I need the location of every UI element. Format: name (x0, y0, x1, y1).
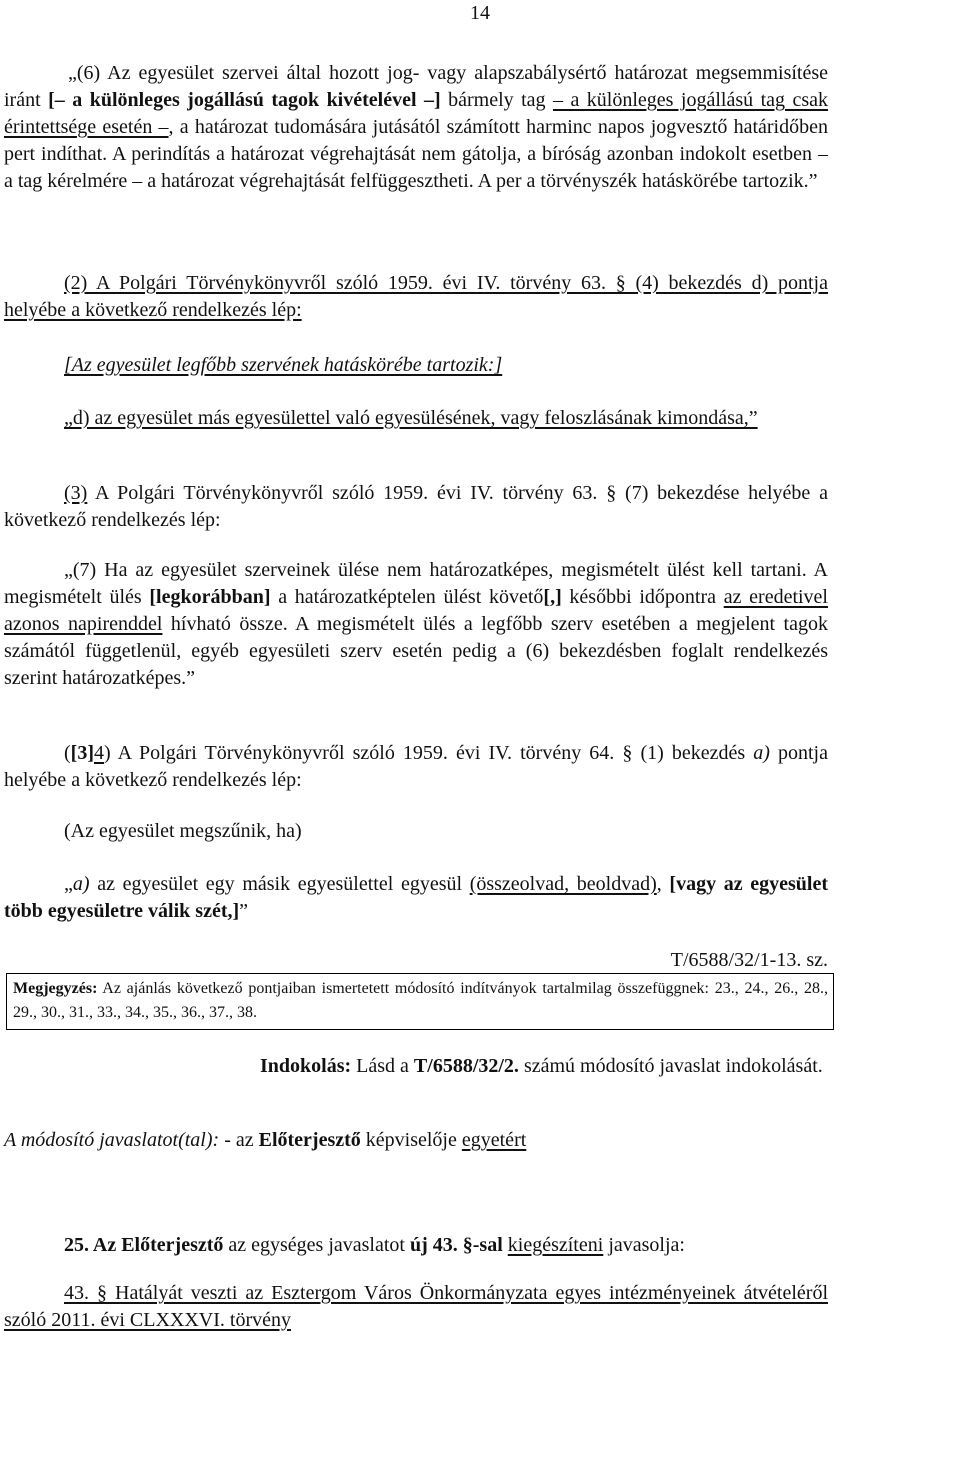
item2-text: (2) A Polgári Törvénykönyvről szóló 1959. évi IV. törvény 63. § (4) bekezdés d) pontja helyébe a következő rendelkezés lép: (4, 272, 828, 321)
deleted-text: [legkorábban] (149, 586, 271, 608)
quote-text: a határozatképtelen ülést követő (270, 586, 544, 608)
indoklas-text: számú módosító javaslat indokolását. (518, 1055, 823, 1077)
item-3 (4, 480, 828, 534)
quote-text: „(7) Ha az egyesület szerveinek ülése nem határozatképes, megismételt ülést kell tartani. A megismételt ülés (4, 559, 828, 608)
item-2 (4, 270, 828, 324)
item4-text: pontja helyébe a következő rendelkezés lép: (4, 742, 828, 791)
para6-text: bármely tag (440, 89, 553, 111)
item4-quote (4, 871, 828, 925)
deleted-text: [,] (543, 586, 562, 608)
modosito-label: A módosító javaslatot(tal): (4, 1129, 220, 1151)
para6-text: „(6) Az egyesület szervei által hozott jog- vagy alapszabálysértő határozat megsemmisítése iránt (4, 62, 828, 111)
item4-point: a) (753, 742, 770, 764)
note-text: Az ajánlás következő pontjaiban ismertetett módosító indítványok tartalmilag összefüggnek: 23., 24., 26., 28., 29., 30., 31., 33., 34., 35., 36., 37., 38. (13, 980, 828, 1021)
deleted-text: [3] (70, 742, 94, 764)
inserted-text: az eredetivel azonos napirenddel (4, 586, 828, 635)
indoklas-label: Indokolás: (260, 1055, 352, 1077)
quote-text: hívható össze. A megismételt ülés a legfőbb szerv esetében a megjelent tagok számától függetlenül, egyéb egyesületi szerv esetén pedig a (6) bekezdésben foglalt rendelkezés szerint határozatképes.” (4, 613, 828, 689)
inserted-text: 4 (94, 742, 104, 764)
modosito-line (4, 1127, 526, 1154)
paragraph-6 (4, 60, 828, 195)
item25-underlined: kiegészíteni (507, 1234, 604, 1256)
item3-number: (3) (64, 482, 88, 504)
item-25 (64, 1232, 685, 1259)
item25-bold: új 43. §-sal (409, 1234, 503, 1256)
quote-point: a) (72, 873, 90, 895)
modosito-verdict: egyetért (461, 1129, 527, 1151)
indoklas-text: Lásd a (351, 1055, 414, 1077)
note-box (6, 973, 834, 1030)
item-4 (4, 740, 828, 794)
item4-text: ( (64, 742, 71, 764)
quote-text: „ (64, 873, 73, 895)
item3-text: A Polgári Törvénykönyvről szóló 1959. évi IV. törvény 63. § (7) bekezdése helyébe a következő rendelkezés lép: (4, 482, 828, 531)
item-43 (4, 1280, 828, 1334)
quote-text: az egyesület egy másik egyesülettel egyesül (89, 873, 470, 895)
item4-text: ) A Polgári Törvénykönyvről szóló 1959. évi IV. törvény 64. § (1) bekezdés (104, 742, 754, 764)
note-label: Megjegyzés: (13, 980, 98, 997)
modosito-bold: Előterjesztő (258, 1129, 361, 1151)
item25-text: az egységes javaslatot (223, 1234, 410, 1256)
item2-heading: [Az egyesület legfőbb szervének hatáskörébe tartozik:] (64, 354, 503, 376)
item43-text: 43. § Hatályát veszti az Esztergom Város Önkormányzata egyes intézményeinek átvételéről szóló 2011. évi CLXXXVI. törvény (4, 1282, 828, 1331)
inserted-text: (összeolvad, beoldvad) (469, 873, 657, 895)
item3-quote (4, 557, 828, 692)
inserted-text: – a különleges jogállású tag csak érintettsége esetén – (4, 89, 829, 138)
indoklas (260, 1052, 830, 1080)
quote-text: , (656, 873, 670, 895)
item25-bold: Az Előterjesztő (89, 1234, 224, 1256)
document-reference: T/6588/32/1-13. sz. (670, 949, 828, 971)
modosito-text: képviselője (360, 1129, 462, 1151)
modosito-text: - az (219, 1129, 259, 1151)
quote-text: ” (239, 900, 249, 922)
quote-text: későbbi időpontra (561, 586, 724, 608)
deleted-text: [vagy az egyesület több egyesületre válik szét,] (4, 873, 829, 922)
para6-text: , a határozat tudomására jutásától számított harminc napos jogvesztő határidőben pert indíthat. A perindítás a határozat végrehajtását nem gátolja, a bíróság azonban indokolt esetben – a tag kérelmére – a határozat végrehajtását felfüggesztheti. A per a törvényszék hatáskörébe tartozik.” (4, 116, 828, 192)
page-number: 14 (470, 2, 490, 24)
deleted-text: [– a különleges jogállású tagok kivételével –] (48, 89, 441, 111)
item25-text: javasolja: (603, 1234, 685, 1256)
item2-quote: „d) az egyesület más egyesülettel való egyesülésének, vagy feloszlásának kimondása,” (64, 407, 758, 429)
item25-number: 25. (64, 1234, 89, 1256)
indoklas-ref: T/6588/32/2. (413, 1055, 519, 1077)
item4-heading: (Az egyesület megszűnik, ha) (64, 820, 302, 842)
